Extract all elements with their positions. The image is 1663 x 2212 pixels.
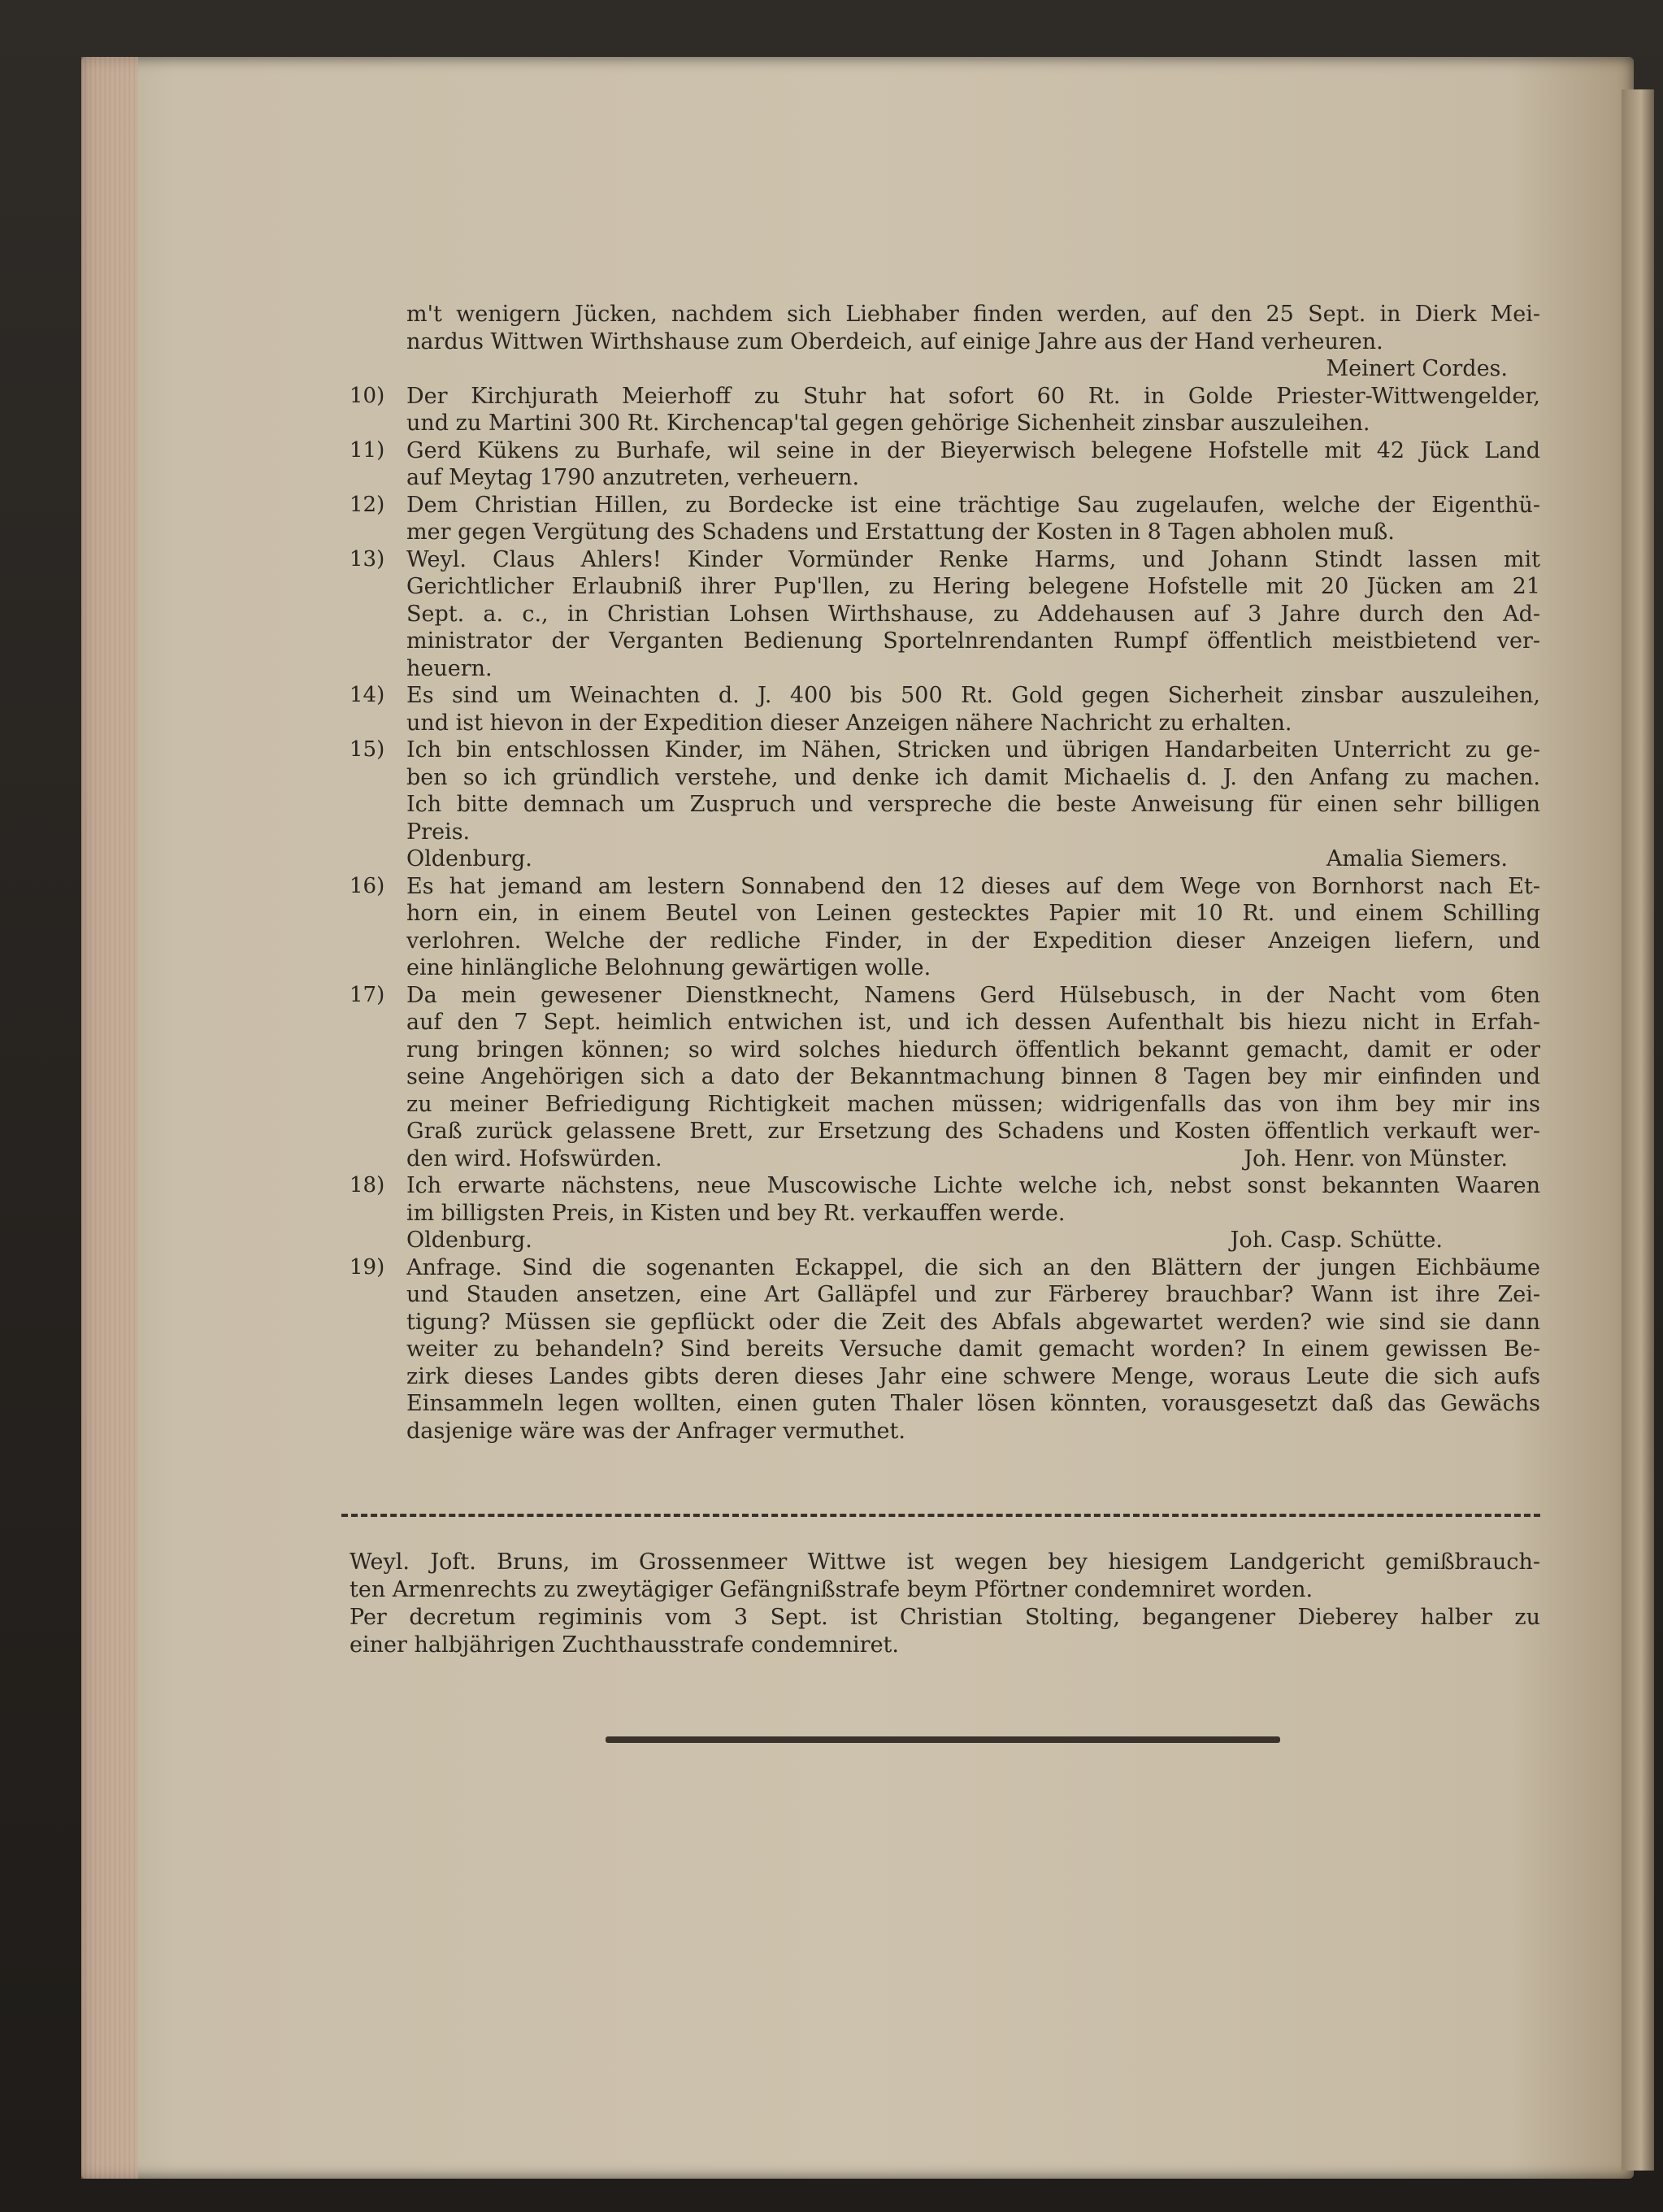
entry-number: 16)	[350, 873, 385, 898]
entry-line: Es sind um Weinachten d. J. 400 bis 500 Rt. Gold gegen Sicherheit zinsbar auszuleihen,	[406, 683, 1540, 708]
entry-line: seine Angehörigen sich a dato der Bekanntmachung binnen 8 Tagen bey mir einfinden und	[406, 1064, 1540, 1089]
entry-12	[341, 492, 1540, 546]
notice-line: ten Armenrechts zu zweytägiger Gefängnißstrafe beym Pförtner condemniret worden.	[350, 1577, 1313, 1602]
signature-place: Oldenburg.	[406, 846, 532, 871]
entry-signature-row	[406, 1145, 1540, 1173]
entry-line: Ich erwarte nächstens, neue Muscowische Lichte welche ich, nebst sonst bekannten Waaren	[406, 1173, 1540, 1198]
entry-line: Es hat jemand am lestern Sonnabend den 12 dieses auf dem Wege von Bornhorst nach Et-	[406, 873, 1540, 899]
entry-number: 11)	[350, 437, 385, 463]
advertisements	[341, 301, 1540, 1445]
entry-line: Sept. a. c., in Christian Lohsen Wirthshause, zu Addehausen auf 3 Jahre durch den Ad-	[406, 601, 1540, 627]
notice-line: Weyl. Joft. Bruns, im Grossenmeer Wittwe ist wegen bey hiesigem Landgericht gemißbrauch-	[350, 1549, 1540, 1575]
entry-13	[341, 546, 1540, 683]
entry-number: 17)	[350, 982, 385, 1007]
entry-line: tigung? Müssen sie gepflückt oder die Zeit des Abfals abgewartet werden? wie sind sie dann	[406, 1309, 1540, 1335]
entry-number: 10)	[350, 383, 385, 408]
signature-place: Oldenburg.	[406, 1228, 532, 1253]
intro-line-2: nardus Wittwen Wirthshause zum Oberdeich, auf einige Jahre aus der Hand verheuren.	[406, 328, 1383, 354]
entry-line: Preis.	[406, 819, 471, 845]
intro-entry	[341, 301, 1540, 383]
entry-line: Der Kirchjurath Meierhoff zu Stuhr hat sofort 60 Rt. in Golde Priester-Wittwengelder,	[406, 383, 1540, 409]
entry-line: Gerichtlicher Erlaubniß ihrer Pup'llen, zu Hering belegene Hofstelle mit 20 Jücken am 21	[406, 574, 1540, 599]
entry-signature-row	[406, 845, 1540, 873]
entry-15	[341, 737, 1540, 873]
entry-line: Graß zurück gelassene Brett, zur Ersetzung des Schadens und Kosten öffentlich verkauft wer-	[406, 1119, 1540, 1144]
entry-line: Anfrage. Sind die sogenanten Eckappel, die sich an den Blättern der jungen Eichbäume	[406, 1254, 1540, 1280]
court-notices	[350, 1549, 1540, 1659]
entry-line: ben so ich gründlich verstehe, und denke ich damit Michaelis d. J. den Anfang zu machen.	[406, 764, 1540, 790]
entry-number: 19)	[350, 1254, 385, 1280]
entry-line: mer gegen Vergütung des Schadens und Erstattung der Kosten in 8 Tagen abholen muß.	[406, 519, 1395, 545]
notice-line: Per decretum regiminis vom 3 Sept. ist Christian Stolting, begangener Dieberey halber zu	[350, 1605, 1540, 1630]
signature-name: Joh. Casp. Schütte.	[1230, 1228, 1443, 1253]
entry-line: ministrator der Verganten Bedienung Sportelnrendanten Rumpf öffentlich meistbietend ver-	[406, 628, 1540, 654]
entry-number: 13)	[350, 546, 385, 571]
entry-line: heuern.	[406, 655, 493, 681]
signature-place: den wird. Hofswürden.	[406, 1145, 662, 1171]
entry-line: Dem Christian Hillen, zu Bordecke ist eine trächtige Sau zugelaufen, welche der Eigenthü-	[406, 492, 1540, 518]
entry-line: verlohren. Welche der redliche Finder, in der Expedition dieser Anzeigen liefern, und	[406, 928, 1540, 954]
page-edge	[1622, 89, 1654, 2171]
entry-10	[341, 383, 1540, 437]
entry-line: und zu Martini 300 Rt. Kirchencap'tal gegen gehörige Sichenheit zinsbar auszuleihen.	[406, 411, 1370, 436]
entry-11	[341, 437, 1540, 492]
entry-line: Ich bitte demnach um Zuspruch und verspreche die beste Anweisung für einen sehr billigen	[406, 792, 1540, 817]
entry-14	[341, 682, 1540, 737]
entry-line: Da mein gewesener Dienstknecht, Namens Gerd Hülsebusch, in der Nacht vom 6ten	[406, 982, 1540, 1008]
intro-signature-row	[406, 355, 1540, 383]
entry-16	[341, 873, 1540, 982]
entry-signature-row	[406, 1227, 1540, 1254]
notice-line: einer halbjährigen Zuchthausstrafe condemniret.	[350, 1632, 899, 1658]
entry-line: horn ein, in einem Beutel von Leinen gestecktes Papier mit 10 Rt. und einem Schilling	[406, 901, 1540, 926]
signature-name: Amalia Siemers.	[1326, 846, 1508, 871]
entry-line: Gerd Kükens zu Burhafe, wil seine in der Bieyerwisch belegene Hofstelle mit 42 Jück Land	[406, 437, 1540, 463]
entry-line: weiter zu behandeln? Sind bereits Versuche damit gemacht worden? In einem gewissen Be-	[406, 1336, 1540, 1362]
entry-line: zu meiner Befriedigung Richtigkeit machen müssen; widrigenfalls das von ihm bey mir ins	[406, 1091, 1540, 1117]
entry-18	[341, 1172, 1540, 1254]
entry-number: 15)	[350, 737, 385, 762]
entry-line: und Stauden ansetzen, eine Art Galläpfel und zur Färberey brauchbar? Wann ist ihre Zei-	[406, 1282, 1540, 1307]
intro-signature: Meinert Cordes.	[1326, 356, 1508, 381]
section-divider	[341, 1514, 1540, 1517]
entry-line: im billigsten Preis, in Kisten und bey Rt. verkauffen werde.	[406, 1200, 1066, 1226]
entry-line: auf Meytag 1790 anzutreten, verheuern.	[406, 465, 860, 490]
entry-line: auf den 7 Sept. heimlich entwichen ist, und ich dessen Aufenthalt bis hiezu nicht in Erfah-	[406, 1010, 1540, 1035]
entry-line: eine hinlängliche Belohnung gewärtigen wolle.	[406, 955, 931, 980]
signature-name: Joh. Henr. von Münster.	[1244, 1145, 1508, 1171]
entry-line: Weyl. Claus Ahlers! Kinder Vormünder Renke Harms, und Johann Stindt lassen mit	[406, 546, 1540, 572]
entry-19	[341, 1254, 1540, 1445]
page-leaves	[81, 57, 138, 2179]
entry-number: 12)	[350, 492, 385, 517]
entry-line: dasjenige wäre was der Anfrager vermuthet.	[406, 1418, 905, 1444]
entry-number: 14)	[350, 683, 385, 707]
end-rule	[606, 1736, 1280, 1743]
entry-17	[341, 982, 1540, 1173]
entry-line: zirk dieses Landes gibts deren dieses Jahr eine schwere Menge, woraus Leute die sich aufs	[406, 1363, 1540, 1389]
entry-line: Ich bin entschlossen Kinder, im Nähen, Stricken und übrigen Handarbeiten Unterricht zu ge-	[406, 737, 1540, 763]
entry-number: 18)	[350, 1173, 385, 1197]
entry-line: Einsammeln legen wollten, einen guten Thaler lösen könnten, vorausgesetzt daß das Gewächs	[406, 1391, 1540, 1416]
entry-line: und ist hievon in der Expedition dieser Anzeigen nähere Nachricht zu erhalten.	[406, 710, 1292, 736]
intro-line-1: m't wenigern Jücken, nachdem sich Liebhaber finden werden, auf den 25 Sept. in Dierk Mei-	[406, 302, 1540, 327]
entry-line: rung bringen können; so wird solches hiedurch öffentlich bekannt gemacht, damit er oder	[406, 1036, 1540, 1063]
